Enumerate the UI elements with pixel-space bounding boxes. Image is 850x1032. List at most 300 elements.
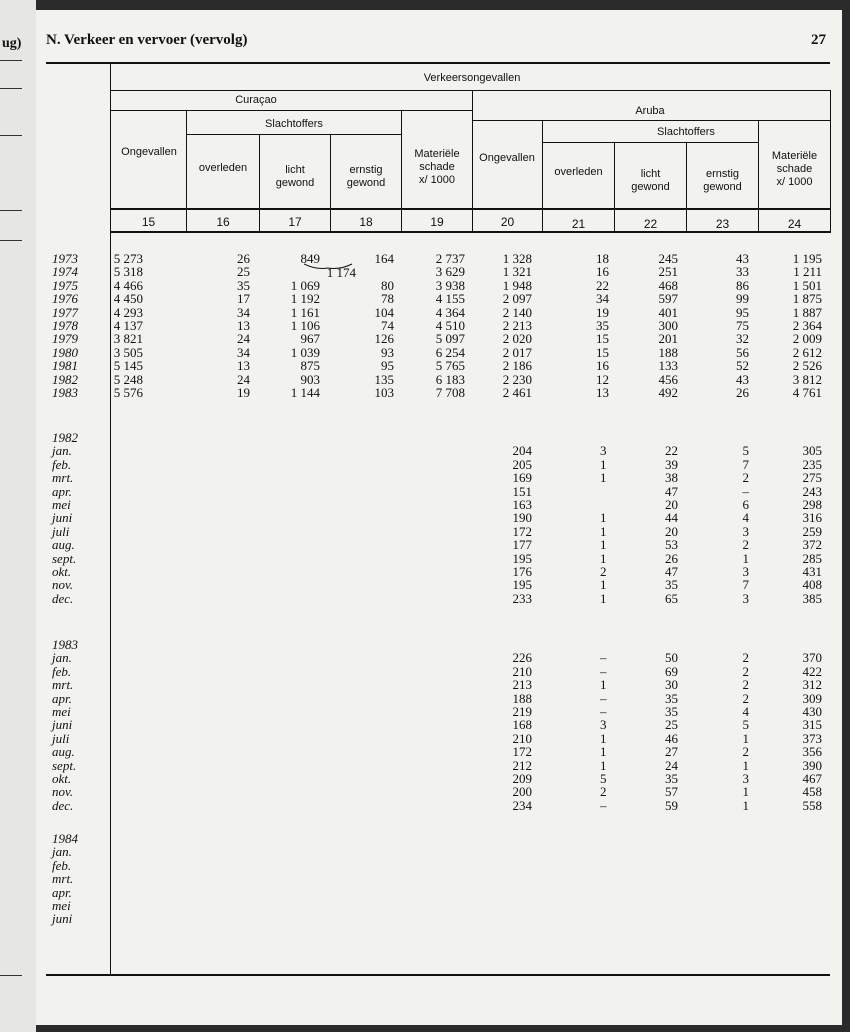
table-cell: 275 [802, 470, 822, 486]
table-cell: 1 887 [792, 304, 822, 320]
page-number: 27 [811, 32, 826, 48]
table-cell: 2 [742, 470, 749, 486]
annual-column-c21 [529, 252, 609, 399]
bottom-rule [46, 974, 830, 976]
table-cell: 43 [736, 371, 749, 387]
table-cell: 390 [802, 757, 822, 773]
header-rule [472, 120, 830, 121]
row-label: aug. [52, 744, 75, 760]
table-cell: 39 [665, 456, 678, 472]
row-label: feb. [52, 456, 72, 472]
table-cell: 35 [596, 318, 609, 334]
table-cell: 1 [600, 577, 607, 593]
table-cell: 19 [596, 304, 609, 320]
table-cell: 3 [600, 443, 607, 459]
row-label: 1983 [52, 385, 78, 401]
table-cell: 467 [802, 771, 822, 787]
column-number: 23 [715, 217, 730, 231]
table-cell: 27 [665, 744, 678, 760]
table-cell: 53 [665, 537, 678, 553]
row-label: mei [52, 704, 71, 720]
table-cell: 2 140 [502, 304, 532, 320]
header-rule [110, 90, 830, 91]
divider [0, 88, 22, 89]
table-cell: 458 [802, 784, 822, 800]
monthly-1982-column-c24 [742, 431, 822, 605]
table-cell: 133 [658, 358, 678, 374]
annual-column-c22 [598, 252, 678, 399]
table-cell: 1 [600, 537, 607, 553]
table-cell: 15 [596, 344, 609, 360]
section-title: N. Verkeer en vervoer (vervolg) [46, 32, 248, 48]
header-xf1000: x/ 1000 [418, 174, 456, 186]
table-cell [742, 431, 822, 444]
table-cell: 33 [736, 264, 749, 280]
table-cell: 3 812 [792, 371, 822, 387]
table-cell: 6 254 [435, 344, 465, 360]
table-cell: 492 [658, 385, 678, 401]
table-cell: 163 [512, 497, 532, 513]
table-cell: 86 [736, 277, 749, 293]
table-cell: 2 [600, 784, 607, 800]
table-cell [598, 638, 678, 651]
table-cell: 35 [665, 577, 678, 593]
table-cell: 1 [742, 730, 749, 746]
table-cell: 16 [596, 264, 609, 280]
table-cell: 3 505 [113, 344, 143, 360]
table-cell: 4 450 [113, 291, 143, 307]
column-number: 21 [571, 217, 586, 231]
table-cell: 17 [237, 291, 250, 307]
table-cell: 1 039 [290, 344, 320, 360]
row-label: dec. [52, 797, 74, 813]
row-label: 1979 [52, 331, 78, 347]
row-label: feb. [52, 857, 72, 873]
table-cell: 456 [658, 371, 678, 387]
table-cell: 5 273 [113, 251, 143, 266]
table-cell: 4 [742, 704, 749, 720]
table-cell: 875 [300, 358, 320, 374]
table-cell [452, 638, 532, 651]
row-label: 1982 [52, 430, 78, 445]
table-cell: 2 [742, 677, 749, 693]
table-cell: 2 [742, 537, 749, 553]
column-number: 22 [643, 217, 658, 231]
table-cell: 3 821 [113, 331, 143, 347]
table-cell [742, 638, 822, 651]
table-cell: 1 948 [502, 277, 532, 293]
table-cell: 2 020 [502, 331, 532, 347]
header-curacao: Curaçao [235, 94, 277, 106]
table-cell: 372 [802, 537, 822, 553]
table-cell: 200 [512, 784, 532, 800]
table-cell: 1 161 [290, 304, 320, 320]
table-cell: 233 [512, 590, 532, 606]
header-gewond: gewond [346, 177, 386, 189]
table-cell: 1 328 [502, 251, 532, 266]
header-overleden: overleden [198, 162, 248, 174]
annual-column-c20 [452, 252, 532, 399]
table-cell: 95 [381, 358, 394, 374]
row-label: 1974 [52, 264, 78, 280]
table-cell: 2 230 [502, 371, 532, 387]
header-ernstig-gewond [331, 164, 401, 190]
table-cell: 967 [300, 331, 320, 347]
table-cell: 3 [742, 771, 749, 787]
monthly-1982-column-c22 [598, 431, 678, 605]
table-cell: 2 526 [792, 358, 822, 374]
table-cell: 24 [665, 757, 678, 773]
merged-cell-value: 1 174 [326, 265, 356, 280]
table-cell: 6 [742, 497, 749, 513]
table-cell: 1 501 [792, 277, 822, 293]
table-cell: 26 [237, 251, 250, 266]
table-cell: 13 [237, 358, 250, 374]
monthly-1984-labels [52, 832, 78, 926]
table-cell: 234 [512, 797, 532, 813]
table-cell: 20 [665, 497, 678, 513]
table-cell: 210 [512, 663, 532, 679]
table-cell: 4 466 [113, 277, 143, 293]
table-cell: 35 [665, 771, 678, 787]
table-cell: 99 [736, 291, 749, 307]
row-label: apr. [52, 483, 72, 499]
table-cell: 2 [742, 650, 749, 666]
header-licht: licht [640, 168, 661, 180]
table-cell: 1 [600, 550, 607, 566]
table-cell: 259 [802, 523, 822, 539]
table-cell: 298 [802, 497, 822, 513]
table-cell: 4 [742, 510, 749, 526]
header-licht-gewond [260, 164, 330, 190]
table-cell: 57 [665, 784, 678, 800]
table-cell: 1 [742, 784, 749, 800]
header-overleden: overleden [554, 166, 603, 178]
table-cell: 177 [512, 537, 532, 553]
table-cell: 34 [237, 344, 250, 360]
table-cell: 7 [742, 456, 749, 472]
header-xf1000: x/ 1000 [776, 176, 813, 188]
column-number: 24 [787, 217, 802, 231]
table-cell: 243 [802, 483, 822, 499]
table-cell: 373 [802, 730, 822, 746]
table-cell: 1 195 [792, 251, 822, 266]
divider [0, 60, 22, 61]
row-label: apr. [52, 884, 72, 900]
row-label: juli [52, 730, 70, 746]
row-label: 1983 [52, 637, 78, 652]
table-cell: – [600, 690, 607, 706]
table-cell: 309 [802, 690, 822, 706]
header-rule [542, 142, 758, 143]
table-cell: 300 [658, 318, 678, 334]
table-cell: 3 [600, 717, 607, 733]
table-cell: 2 097 [502, 291, 532, 307]
header-gewond: gewond [275, 177, 315, 189]
table-cell: 2 [742, 663, 749, 679]
table-cell: 78 [381, 291, 394, 307]
table-cell: 316 [802, 510, 822, 526]
table-cell: – [600, 663, 607, 679]
table-cell: 1 144 [290, 385, 320, 401]
table-cell: 103 [374, 385, 394, 401]
table-cell: 1 875 [792, 291, 822, 307]
annual-column-c15 [63, 252, 143, 399]
row-label: 1978 [52, 318, 78, 334]
row-label: juni [52, 717, 73, 733]
table-cell: 126 [374, 331, 394, 347]
header-rule [110, 110, 472, 111]
row-label: jan. [52, 650, 72, 666]
table-cell: 4 137 [113, 318, 143, 334]
row-label: juni [52, 911, 73, 927]
monthly-1982-column-c20 [452, 431, 532, 605]
table-cell: 1 [600, 590, 607, 606]
table-cell: 370 [802, 650, 822, 666]
table-cell: 43 [736, 251, 749, 266]
row-label: 1982 [52, 371, 78, 387]
divider [0, 135, 22, 136]
table-cell: 188 [658, 344, 678, 360]
previous-page-edge [0, 0, 36, 1032]
table-cell: 95 [736, 304, 749, 320]
table-cell: 2 612 [792, 344, 822, 360]
table-cell: 430 [802, 704, 822, 720]
column-number: 15 [141, 215, 156, 229]
table-cell: 74 [381, 318, 394, 334]
annual-column-c16 [170, 252, 250, 399]
table-cell: 1 [742, 550, 749, 566]
table-cell: 1 [600, 677, 607, 693]
table-cell: 226 [512, 650, 532, 666]
column-number: 16 [216, 215, 230, 229]
table-cell [669, 638, 749, 651]
table-cell: 50 [665, 650, 678, 666]
table-cell: 5 [600, 771, 607, 787]
row-label: okt. [52, 564, 72, 580]
row-label: sept. [52, 757, 77, 773]
table-cell: 2 186 [502, 358, 532, 374]
header-licht: licht [285, 164, 305, 176]
table-cell: – [742, 483, 749, 499]
table-cell: 2 737 [435, 251, 465, 266]
monthly-1982-labels [52, 431, 78, 605]
table-cell: 5 248 [113, 371, 143, 387]
row-label: 1981 [52, 358, 78, 374]
table-cell: 1 [742, 797, 749, 813]
table-cell: 305 [802, 443, 822, 459]
table-cell: 1 [600, 730, 607, 746]
table-cell: 356 [802, 744, 822, 760]
table-cell: 1 069 [290, 277, 320, 293]
table-cell: 2 [742, 690, 749, 706]
table-cell: 3 [742, 564, 749, 580]
table-cell: 2 461 [502, 385, 532, 401]
table-cell: 2 [600, 564, 607, 580]
table-cell: 3 629 [435, 264, 465, 280]
monthly-1983-column-c24 [742, 638, 822, 812]
table-cell: 151 [512, 483, 532, 499]
table-cell: 1 [600, 744, 607, 760]
table-cell: 1 [600, 757, 607, 773]
table-cell: 65 [665, 590, 678, 606]
table-cell: 1 [600, 456, 607, 472]
table-cell: 30 [665, 677, 678, 693]
table-cell: 468 [658, 277, 678, 293]
table-cell: 209 [512, 771, 532, 787]
top-rule [46, 62, 830, 64]
table-cell: 235 [802, 456, 822, 472]
table-cell: 2 [742, 744, 749, 760]
table-cell: 3 [742, 523, 749, 539]
table-cell: 1 321 [502, 264, 532, 280]
table-cell: 1 106 [290, 318, 320, 334]
table-cell: 26 [665, 550, 678, 566]
table-cell: 5 [742, 717, 749, 733]
table-cell: 56 [736, 344, 749, 360]
row-label: mrt. [52, 677, 74, 693]
table-cell: 25 [665, 717, 678, 733]
table-cell: 4 155 [435, 291, 465, 307]
column-rule [110, 64, 111, 976]
row-label: apr. [52, 690, 72, 706]
annual-column-c23 [669, 252, 749, 399]
table-cell: 22 [665, 443, 678, 459]
table-cell: – [600, 704, 607, 720]
row-label: feb. [52, 663, 72, 679]
table-cell [598, 431, 678, 444]
table-cell: 422 [802, 663, 822, 679]
row-label: mei [52, 497, 71, 513]
column-number: 18 [359, 215, 373, 229]
table-cell [452, 431, 532, 444]
table-cell: – [600, 650, 607, 666]
document-page [36, 10, 842, 1025]
table-cell: 6 183 [435, 371, 465, 387]
table-cell: 46 [665, 730, 678, 746]
table-cell: 104 [374, 304, 394, 320]
row-label: 1976 [52, 291, 78, 307]
row-label: 1975 [52, 277, 78, 293]
table-cell: 172 [512, 744, 532, 760]
table-cell: 20 [665, 523, 678, 539]
table-cell: 1 [600, 523, 607, 539]
table-cell: 4 293 [113, 304, 143, 320]
table-cell: 47 [665, 564, 678, 580]
row-label: jan. [52, 844, 72, 860]
table-cell: 7 708 [435, 385, 465, 401]
table-cell: 93 [381, 344, 394, 360]
table-cell: 401 [658, 304, 678, 320]
table-cell: 35 [665, 704, 678, 720]
table-cell: 2 364 [792, 318, 822, 334]
table-cell: 2 213 [502, 318, 532, 334]
header-verkeersongevallen: Verkeersongevallen [423, 72, 521, 84]
header-schade: schade [776, 163, 813, 175]
table-cell: 245 [658, 251, 678, 266]
table-cell: – [600, 797, 607, 813]
table-cell: 1 [600, 470, 607, 486]
table-cell: 212 [512, 757, 532, 773]
table-cell: 315 [802, 717, 822, 733]
table-cell: 1 [742, 757, 749, 773]
previous-page-tab: ug) [2, 36, 22, 51]
divider [0, 210, 22, 211]
table-cell: 4 364 [435, 304, 465, 320]
header-materiele: Materiële [771, 150, 818, 162]
table-cell: 2 009 [792, 331, 822, 347]
row-label: 1977 [52, 304, 78, 320]
table-cell: 176 [512, 564, 532, 580]
monthly-1982-column-c23 [669, 431, 749, 605]
column-number: 19 [430, 215, 444, 229]
table-cell: 44 [665, 510, 678, 526]
row-label: juni [52, 510, 73, 526]
header-ongevallen: Ongevallen [479, 152, 535, 164]
table-cell: 903 [300, 371, 320, 387]
header-rule [186, 134, 401, 135]
table-cell: 13 [237, 318, 250, 334]
table-cell: 213 [512, 677, 532, 693]
divider [0, 240, 22, 241]
table-cell: 408 [802, 577, 822, 593]
divider [0, 975, 22, 976]
row-label: juli [52, 523, 70, 539]
table-cell: 26 [736, 385, 749, 401]
table-cell: 431 [802, 564, 822, 580]
table-cell: 219 [512, 704, 532, 720]
header-rule [110, 231, 830, 233]
table-cell: 4 510 [435, 318, 465, 334]
table-cell: 15 [596, 331, 609, 347]
column-number: 17 [288, 215, 302, 229]
table-cell: 3 [742, 590, 749, 606]
table-cell: 7 [742, 577, 749, 593]
table-cell: 195 [512, 550, 532, 566]
table-cell: 597 [658, 291, 678, 307]
row-label: mrt. [52, 470, 74, 486]
table-cell: 190 [512, 510, 532, 526]
row-label: 1984 [52, 831, 78, 846]
row-label: mei [52, 898, 71, 914]
monthly-1983-column-c20 [452, 638, 532, 812]
table-cell: 385 [802, 590, 822, 606]
header-materiele-schade [402, 148, 472, 187]
table-cell: 210 [512, 730, 532, 746]
table-cell: 16 [596, 358, 609, 374]
header-ernstig: ernstig [349, 164, 383, 176]
table-cell: 3 938 [435, 277, 465, 293]
table-cell: 13 [596, 385, 609, 401]
row-label: aug. [52, 537, 75, 553]
table-cell: 5 576 [113, 385, 143, 401]
header-slachtoffers: Slachtoffers [657, 126, 715, 138]
row-label: sept. [52, 550, 77, 566]
table-cell: 52 [736, 358, 749, 374]
table-cell: 5 318 [113, 264, 143, 280]
row-label: nov. [52, 577, 74, 593]
table-cell: 18 [596, 251, 609, 266]
table-cell: 1 211 [793, 264, 822, 280]
table-cell: 172 [512, 523, 532, 539]
row-label: nov. [52, 784, 74, 800]
table-cell: 75 [736, 318, 749, 334]
column-rule [830, 90, 831, 233]
page-header [46, 32, 836, 52]
table-cell: 164 [374, 251, 394, 266]
row-label: dec. [52, 590, 74, 606]
monthly-1983-column-c23 [669, 638, 749, 812]
